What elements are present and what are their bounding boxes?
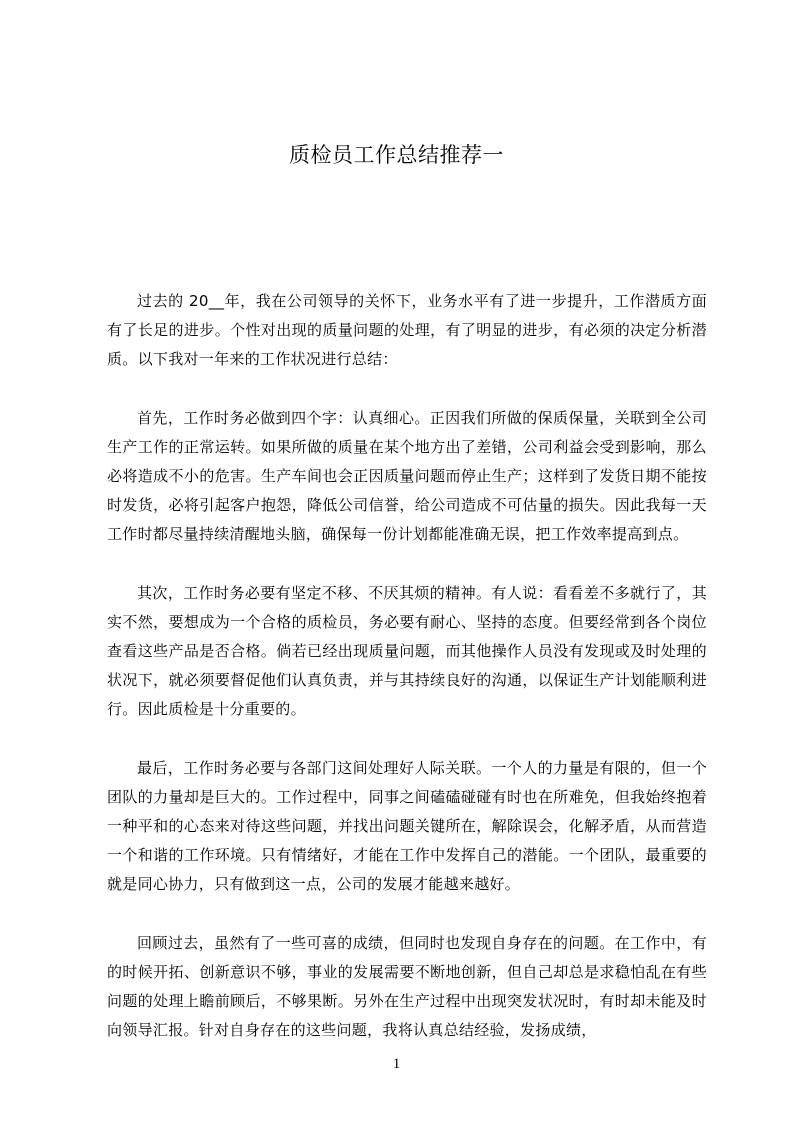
paragraph-3: 其次，工作时务必要有坚定不移、不厌其烦的精神。有人说：看看差不多就行了，其实不然，要想成为一个合格的质检员，务必要有耐心、坚持的态度。但要经常到各个岗位查看这些产品是否合格。倘若已经出现质量问题，而其他操作人员没有发现或及时处理的状况下，就必须要督促他们认真负责，并与其持续良好的沟通，以保证生产计划能顺利进行。因此质检是十分重要的。 (107, 584, 707, 718)
paragraph-4: 最后，工作时务必要与各部门这间处理好人际关联。一个人的力量是有限的，但一个团队的力量却是巨大的。工作过程中，同事之间磕磕碰碰有时也在所难免，但我始终抱着一种平和的心态来对待这些问题，并找出问题关键所在，解除误会，化解矛盾，从而营造一个和谐的工作环境。只有情绪好，才能在工作中发挥自己的潜能。一个团队，最重要的就是同心协力，只有做到这一点，公司的发展才能越来越好。 (107, 759, 707, 893)
paragraph-1: 过去的 20__年，我在公司领导的关怀下，业务水平有了进一步提升，工作潜质方面有了长足的进步。个性对出现的质量问题的处理，有了明显的进步，有必须的决定分析潜质。以下我对一年来的工作状况进行总结： (107, 292, 707, 368)
page-number: 1 (392, 1056, 401, 1072)
document-title: 质检员工作总结推荐一 (289, 143, 504, 167)
paragraph-5: 回顾过去，虽然有了一些可喜的成绩，但同时也发现自身存在的问题。在工作中，有的时候开拓、创新意识不够，事业的发展需要不断地创新，但自己却总是求稳怕乱在有些问题的处理上瞻前顾后，不够果断。另外在生产过程中出现突发状况时，有时却未能及时向领导汇报。针对自身存在的这些问题，我将认真总结经验，发扬成绩， (107, 934, 707, 1039)
document-body (107, 287, 707, 1075)
paragraph-2: 首先，工作时务必做到四个字：认真细心。正因我们所做的保质保量，关联到全公司生产工作的正常运转。如果所做的质量在某个地方出了差错，公司利益会受到影响，那么必将造成不小的危害。生产车间也会正因质量问题而停止生产；这样到了发货日期不能按时发货，必将引起客户抱怨，降低公司信誉，给公司造成不可估量的损失。因此我每一天工作时都尽量持续清醒地头脑，确保每一份计划都能准确无误，把工作效率提高到点。 (107, 409, 707, 543)
